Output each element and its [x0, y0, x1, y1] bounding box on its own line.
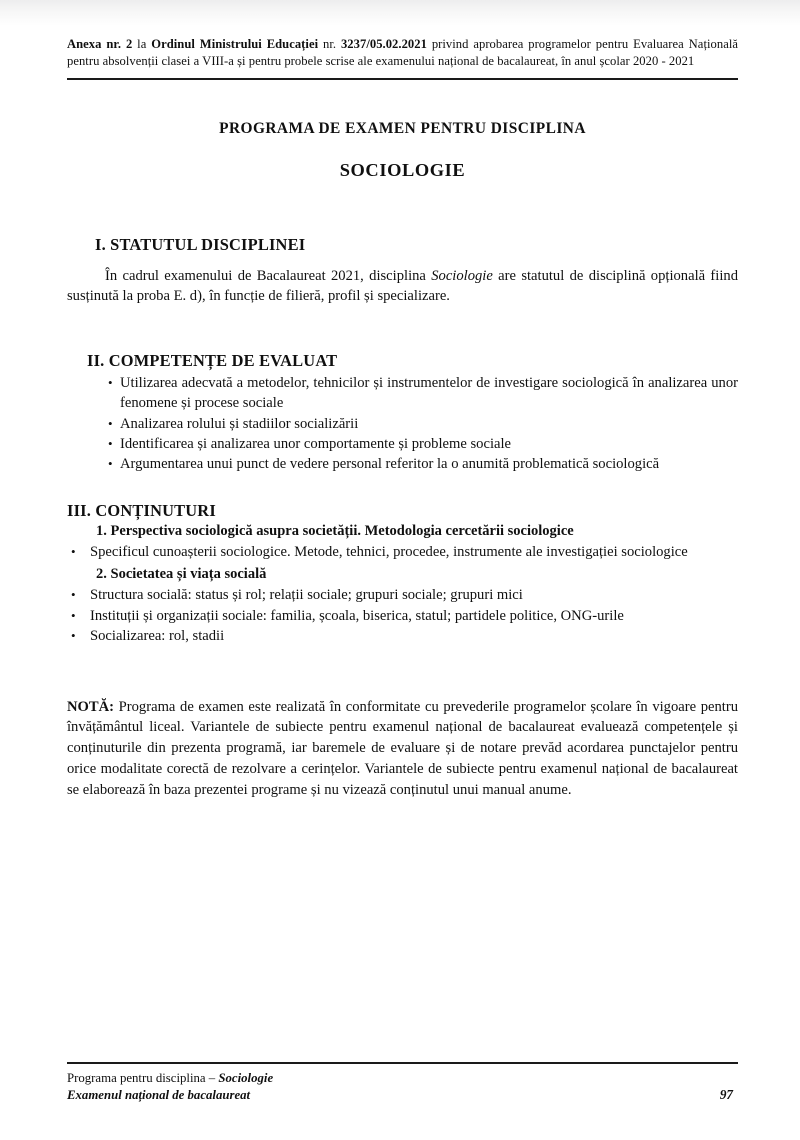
bullet-icon: •: [108, 456, 113, 472]
footer-programme-label: Programa pentru disciplina –: [67, 1071, 219, 1085]
list-item: [108, 414, 738, 434]
bullet-icon: •: [71, 587, 76, 603]
statutul-text-part-1: În cadrul examenului de Bacalaureat 2021, disciplina: [105, 267, 432, 284]
section-statutul-paragraph: [67, 266, 738, 307]
list-item-text: Instituții și organizații sociale: familia, școala, biserica, statul; partidele politice, ONG-urile: [90, 607, 624, 624]
list-item-text: Structura socială: status și rol; relații sociale; grupuri sociale; grupuri mici: [90, 587, 523, 604]
footer-exam-line: Examenul național de bacalaureat: [67, 1087, 251, 1102]
list-item-text: Argumentarea unui punct de vedere personal referitor la o anumită problematică sociologică: [120, 456, 660, 473]
footer-discipline-name: Sociologie: [218, 1071, 274, 1085]
list-item: [108, 434, 738, 454]
list-item-text: Analizarea rolului și stadiilor socializării: [120, 415, 359, 432]
page-title: PROGRAMA DE EXAMEN PENTRU DISCIPLINA: [219, 119, 586, 137]
continuturi-subsection-1-bullet-list: [71, 542, 738, 562]
page-number: 97: [719, 1086, 733, 1102]
header-connector-1: la: [132, 37, 152, 51]
list-item-text: Socializarea: rol, stadii: [90, 628, 225, 645]
list-item-text: Utilizarea adecvată a metodelor, tehnicilor și instrumentelor de investigare sociologică în analizarea unor fenomene și procese sociale: [120, 374, 738, 412]
bullet-icon: •: [71, 544, 76, 560]
subsection-heading-perspectiva-sociologica: 1. Perspectiva sociologică asupra societății. Metodologia cercetării sociologice: [96, 522, 574, 539]
footer-text-block: [67, 1070, 738, 1103]
header-rest-text: privind aprobarea programelor pentru Evaluarea Națională pentru absolvenții clasei a VIII-a și pentru probele scrise ale examenului național de bacalaureat, în anul școlar 2020 - 2021: [67, 37, 738, 69]
header-divider-rule: [67, 78, 738, 80]
header-annex-label: Anexa nr. 2: [67, 37, 133, 51]
header-connector-2: nr.: [318, 37, 341, 51]
note-label: NOTĂ:: [67, 698, 115, 715]
statutul-discipline-name: Sociologie: [431, 267, 493, 284]
list-item-text: Identificarea și analizarea unor comportamente și probleme sociale: [120, 436, 512, 452]
section-heading-competente-de-evaluat: II. COMPETENȚE DE EVALUAT: [87, 350, 338, 370]
section-heading-statutul-disciplinei: I. STATUTUL DISCIPLINEI: [95, 234, 306, 254]
page-content: [67, 36, 738, 801]
bullet-icon: •: [71, 628, 76, 644]
header-order-number: 3237/05.02.2021: [340, 37, 427, 51]
bullet-icon: •: [108, 415, 113, 431]
bullet-icon: •: [71, 607, 76, 623]
competente-bullet-list: [108, 373, 738, 475]
list-item-text: Specificul cunoașterii sociologice. Metode, tehnici, procedee, instrumente ale investigației sociologice: [90, 544, 688, 561]
note-text: Programa de examen este realizată în conformitate cu prevederile programelor școlare în vigoare pentru învățământul liceal. Variantele de subiecte pentru examenul național de bacalaureat evaluează competențele și conținuturile din prezenta programă, iar baremele de evaluare și de notare prevăd acordarea punctajelor pentru orice modalitate corectă de rezolvare a cerințelor. Variantele de subiecte pentru examenul național de bacalaureat se elaborează în baza prezentei programe și nu vizează conținutul unui manual anume.: [67, 698, 738, 798]
bullet-icon: •: [108, 374, 113, 390]
note-paragraph: [67, 697, 738, 801]
header-order-label: Ordinul Ministrului Educației: [151, 37, 319, 51]
discipline-title: SOCIOLOGIE: [339, 159, 466, 180]
subsection-heading-societatea-si-viata-sociala: 2. Societatea și viața socială: [96, 565, 267, 582]
bullet-icon: •: [108, 436, 113, 451]
document-header-note: [67, 36, 738, 71]
list-item: [71, 626, 738, 646]
section-heading-continuturi: III. CONȚINUTURI: [67, 500, 216, 520]
list-item: [108, 373, 738, 414]
continuturi-subsection-2-bullet-list: [71, 585, 738, 646]
list-item: [71, 585, 738, 605]
statutul-text-part-2: are statutul de disciplină opțională fiind susținută la proba E. d), în funcție de filieră, profil și specializare.: [67, 267, 738, 305]
footer-divider-rule: [67, 1062, 738, 1064]
page-footer: [67, 1062, 738, 1103]
list-item: [71, 542, 738, 562]
list-item: [108, 454, 738, 474]
footer-programme-line: [67, 1070, 738, 1087]
list-item: [71, 606, 738, 626]
